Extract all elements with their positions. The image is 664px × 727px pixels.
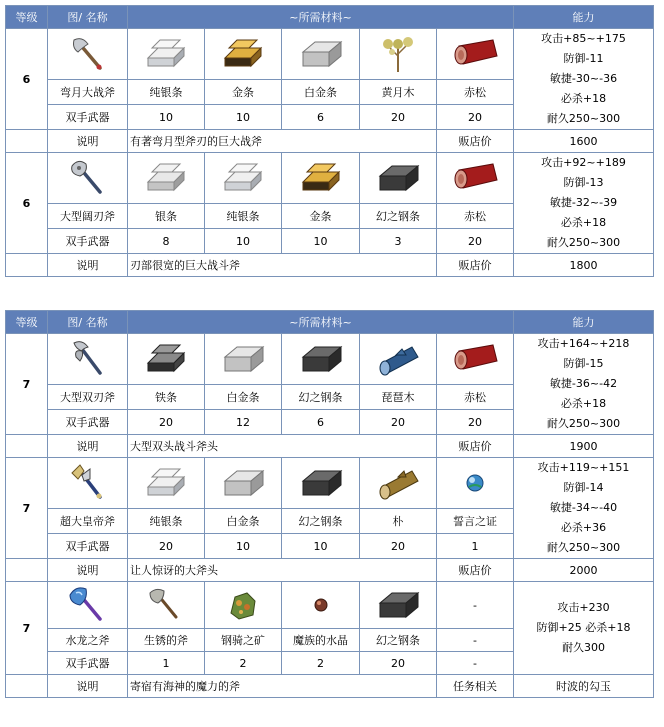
ability-line: 耐久250~300 <box>546 236 621 249</box>
material-name: 幻之钢条 <box>282 509 360 534</box>
ability-line: 防御-15 <box>563 357 604 370</box>
weapon-level: 6 <box>6 153 48 254</box>
material-icon-cell <box>128 334 205 385</box>
price-label: 任务相关 <box>437 675 514 698</box>
description-label: 说明 <box>48 130 128 153</box>
ability-line: 必杀+36 <box>560 521 607 534</box>
weapon-row <box>6 334 654 385</box>
ability-cell <box>514 153 654 254</box>
material-icon-cell <box>360 153 437 204</box>
ability-line: 攻击+92~+189 <box>541 156 626 169</box>
pure-silver-bar-icon <box>142 36 190 72</box>
material-icon-cell <box>360 29 437 80</box>
material-icon-cell <box>360 458 437 509</box>
platinum-bar-icon <box>297 36 345 72</box>
emperor-axe-icon <box>68 463 108 503</box>
weapon-level: 7 <box>6 334 48 435</box>
material-name: 铁条 <box>128 385 205 410</box>
platinum-bar-icon <box>219 465 267 501</box>
material-icon-cell <box>360 334 437 385</box>
ability-line: 敏捷-30~-36 <box>549 72 618 85</box>
material-name: 生锈的斧 <box>128 629 205 652</box>
header-materials: ~所需材料~ <box>128 311 514 334</box>
weapon-level: 7 <box>6 582 48 675</box>
material-name: 纯银条 <box>128 80 205 105</box>
water-dragon-axe-icon <box>68 585 108 625</box>
material-name: 赤松 <box>437 80 514 105</box>
material-qty: 20 <box>360 652 437 675</box>
material-placeholder: - <box>437 582 514 629</box>
price-label: 贩店价 <box>437 254 514 277</box>
material-icon-cell <box>128 29 205 80</box>
ability-line: 敏捷-34~-40 <box>549 501 618 514</box>
weapon-type: 双手武器 <box>48 229 128 254</box>
pipa-wood-log-icon <box>372 341 424 377</box>
material-name: 朴 <box>360 509 437 534</box>
ability-line: 必杀+18 <box>560 92 607 105</box>
weapon-type: 双手武器 <box>48 105 128 130</box>
ability-line: 耐久250~300 <box>546 417 621 430</box>
material-name: 纯银条 <box>205 204 282 229</box>
price-label: 贩店价 <box>437 130 514 153</box>
material-qty: 10 <box>205 229 282 254</box>
material-qty: 10 <box>205 534 282 559</box>
material-name: 赤松 <box>437 385 514 410</box>
weapon-table-2 <box>5 310 654 698</box>
description-label: 说明 <box>48 675 128 698</box>
ability-line: 必杀+18 <box>560 397 607 410</box>
red-pine-log-icon <box>449 36 501 72</box>
header-materials: ~所需材料~ <box>128 6 514 29</box>
ability-line: 防御-14 <box>563 481 604 494</box>
pure-silver-bar-icon <box>219 160 267 196</box>
material-name: 钢骑之矿 <box>205 629 282 652</box>
material-qty: 2 <box>282 652 360 675</box>
weapon-price: 1600 <box>514 130 654 153</box>
price-label: 贩店价 <box>437 559 514 582</box>
ability-line: 攻击+119~+151 <box>537 461 630 474</box>
material-name: 幻之钢条 <box>360 629 437 652</box>
material-icon-cell <box>128 582 205 629</box>
broad-blade-axe-icon <box>68 158 108 198</box>
material-qty: 12 <box>205 410 282 435</box>
weapon-type: 双手武器 <box>48 652 128 675</box>
material-icon-cell <box>205 29 282 80</box>
header-level: 等级 <box>6 311 48 334</box>
material-icon-cell <box>282 334 360 385</box>
material-icon-cell <box>437 29 514 80</box>
material-icon-cell <box>205 153 282 204</box>
header-ability: 能力 <box>514 6 654 29</box>
phantom-steel-bar-icon <box>374 160 422 196</box>
ability-cell <box>514 29 654 130</box>
material-name: 幻之钢条 <box>282 385 360 410</box>
yellow-moon-wood-icon <box>378 34 418 74</box>
weapon-icon-cell <box>48 29 128 80</box>
description-label: 说明 <box>48 435 128 458</box>
weapon-name: 大型双刃斧 <box>48 385 128 410</box>
material-name: 黄月木 <box>360 80 437 105</box>
material-qty: 6 <box>282 105 360 130</box>
weapon-icon-cell <box>48 334 128 385</box>
material-qty: 10 <box>282 534 360 559</box>
material-qty: 3 <box>360 229 437 254</box>
material-icon-cell <box>282 582 360 629</box>
demon-crystal-icon <box>311 595 331 615</box>
weapon-name: 超大皇帝斧 <box>48 509 128 534</box>
material-name: 赤松 <box>437 204 514 229</box>
material-icon-cell <box>437 458 514 509</box>
ability-cell <box>514 458 654 559</box>
material-name: 幻之钢条 <box>360 204 437 229</box>
material-name: 金条 <box>282 204 360 229</box>
weapon-row <box>6 458 654 509</box>
material-name: 白金条 <box>205 509 282 534</box>
material-name: - <box>437 629 514 652</box>
material-qty: 8 <box>128 229 205 254</box>
ability-line: 攻击+164~+218 <box>537 337 630 350</box>
material-name: 琵琶木 <box>360 385 437 410</box>
weapon-icon-cell <box>48 582 128 629</box>
material-icon-cell <box>437 334 514 385</box>
gold-bar-icon <box>219 36 267 72</box>
weapon-price: 1800 <box>514 254 654 277</box>
weapon-name: 大型阔刃斧 <box>48 204 128 229</box>
weapon-icon-cell <box>48 458 128 509</box>
pure-silver-bar-icon <box>142 465 190 501</box>
price-label: 贩店价 <box>437 435 514 458</box>
gold-bar-icon <box>297 160 345 196</box>
description-label: 说明 <box>48 254 128 277</box>
ability-line: 必杀+18 <box>560 216 607 229</box>
ability-line: 敏捷-32~-39 <box>549 196 618 209</box>
weapon-name: 弯月大战斧 <box>48 80 128 105</box>
red-pine-log-icon <box>449 160 501 196</box>
material-name: 誓言之证 <box>437 509 514 534</box>
material-qty: 20 <box>360 534 437 559</box>
material-qty: 20 <box>437 410 514 435</box>
material-icon-cell <box>205 334 282 385</box>
weapon-icon-cell <box>48 153 128 204</box>
platinum-bar-icon <box>219 341 267 377</box>
material-name: 金条 <box>205 80 282 105</box>
header-icon-name: 图/ 名称 <box>48 311 128 334</box>
material-name: 银条 <box>128 204 205 229</box>
weapon-name: 水龙之斧 <box>48 629 128 652</box>
ability-line: 防御+25 必杀+18 <box>536 621 631 634</box>
weapon-description: 有著弯月型斧刃的巨大战斧 <box>128 130 437 153</box>
material-qty: 1 <box>437 534 514 559</box>
ability-line: 耐久250~300 <box>546 112 621 125</box>
material-name: 白金条 <box>205 385 282 410</box>
material-icon-cell <box>128 153 205 204</box>
material-icon-cell <box>128 458 205 509</box>
material-icon-cell <box>282 458 360 509</box>
double-blade-axe-icon <box>68 339 108 379</box>
material-qty: 20 <box>437 229 514 254</box>
header-icon-name: 图/ 名称 <box>48 6 128 29</box>
material-qty: - <box>437 652 514 675</box>
material-icon-cell <box>205 458 282 509</box>
material-icon-cell <box>360 582 437 629</box>
phantom-steel-bar-icon <box>374 587 422 623</box>
header-ability: 能力 <box>514 311 654 334</box>
red-pine-log-icon <box>449 341 501 377</box>
rusty-axe-icon <box>146 585 186 625</box>
description-label: 说明 <box>48 559 128 582</box>
material-icon-cell <box>282 29 360 80</box>
steel-knight-ore-icon <box>225 587 261 623</box>
material-name: 纯银条 <box>128 509 205 534</box>
oath-proof-orb-icon <box>463 471 487 495</box>
material-qty: 20 <box>360 410 437 435</box>
weapon-description: 大型双头战斗斧头 <box>128 435 437 458</box>
material-icon-cell <box>205 582 282 629</box>
material-qty: 6 <box>282 410 360 435</box>
crescent-axe-icon <box>68 34 108 74</box>
ability-cell <box>514 582 654 675</box>
material-icon-cell <box>437 153 514 204</box>
material-name: 白金条 <box>282 80 360 105</box>
material-name: 魔族的水晶 <box>282 629 360 652</box>
weapon-type: 双手武器 <box>48 410 128 435</box>
material-qty: 10 <box>282 229 360 254</box>
silver-bar-icon <box>142 160 190 196</box>
material-qty: 10 <box>205 105 282 130</box>
weapon-type: 双手武器 <box>48 534 128 559</box>
ability-line: 耐久250~300 <box>546 541 621 554</box>
ability-cell <box>514 334 654 435</box>
ability-line: 攻击+85~+175 <box>541 32 626 45</box>
weapon-row <box>6 29 654 80</box>
weapon-description: 寄宿有海神的魔力的斧 <box>128 675 437 698</box>
weapon-description: 让人惊讶的大斧头 <box>128 559 437 582</box>
ability-line: 攻击+230 <box>557 601 610 614</box>
weapon-row <box>6 153 654 204</box>
weapon-price: 2000 <box>514 559 654 582</box>
material-qty: 20 <box>360 105 437 130</box>
ability-line: 防御-11 <box>563 52 604 65</box>
weapon-level: 7 <box>6 458 48 559</box>
header-level: 等级 <box>6 6 48 29</box>
weapon-table-1 <box>5 5 654 277</box>
material-qty: 20 <box>128 410 205 435</box>
material-qty: 20 <box>437 105 514 130</box>
weapon-row <box>6 582 654 629</box>
iron-bar-icon <box>142 341 190 377</box>
pu-wood-log-icon <box>372 465 424 501</box>
weapon-description: 刃部很宽的巨大战斗斧 <box>128 254 437 277</box>
phantom-steel-bar-icon <box>297 465 345 501</box>
weapon-price: 时波的勾玉 <box>514 675 654 698</box>
ability-line: 防御-13 <box>563 176 604 189</box>
material-qty: 20 <box>128 534 205 559</box>
weapon-level: 6 <box>6 29 48 130</box>
material-qty: 10 <box>128 105 205 130</box>
material-icon-cell <box>282 153 360 204</box>
ability-line: 敏捷-36~-42 <box>549 377 618 390</box>
phantom-steel-bar-icon <box>297 341 345 377</box>
ability-line: 耐久300 <box>562 641 605 654</box>
material-qty: 2 <box>205 652 282 675</box>
weapon-price: 1900 <box>514 435 654 458</box>
material-qty: 1 <box>128 652 205 675</box>
